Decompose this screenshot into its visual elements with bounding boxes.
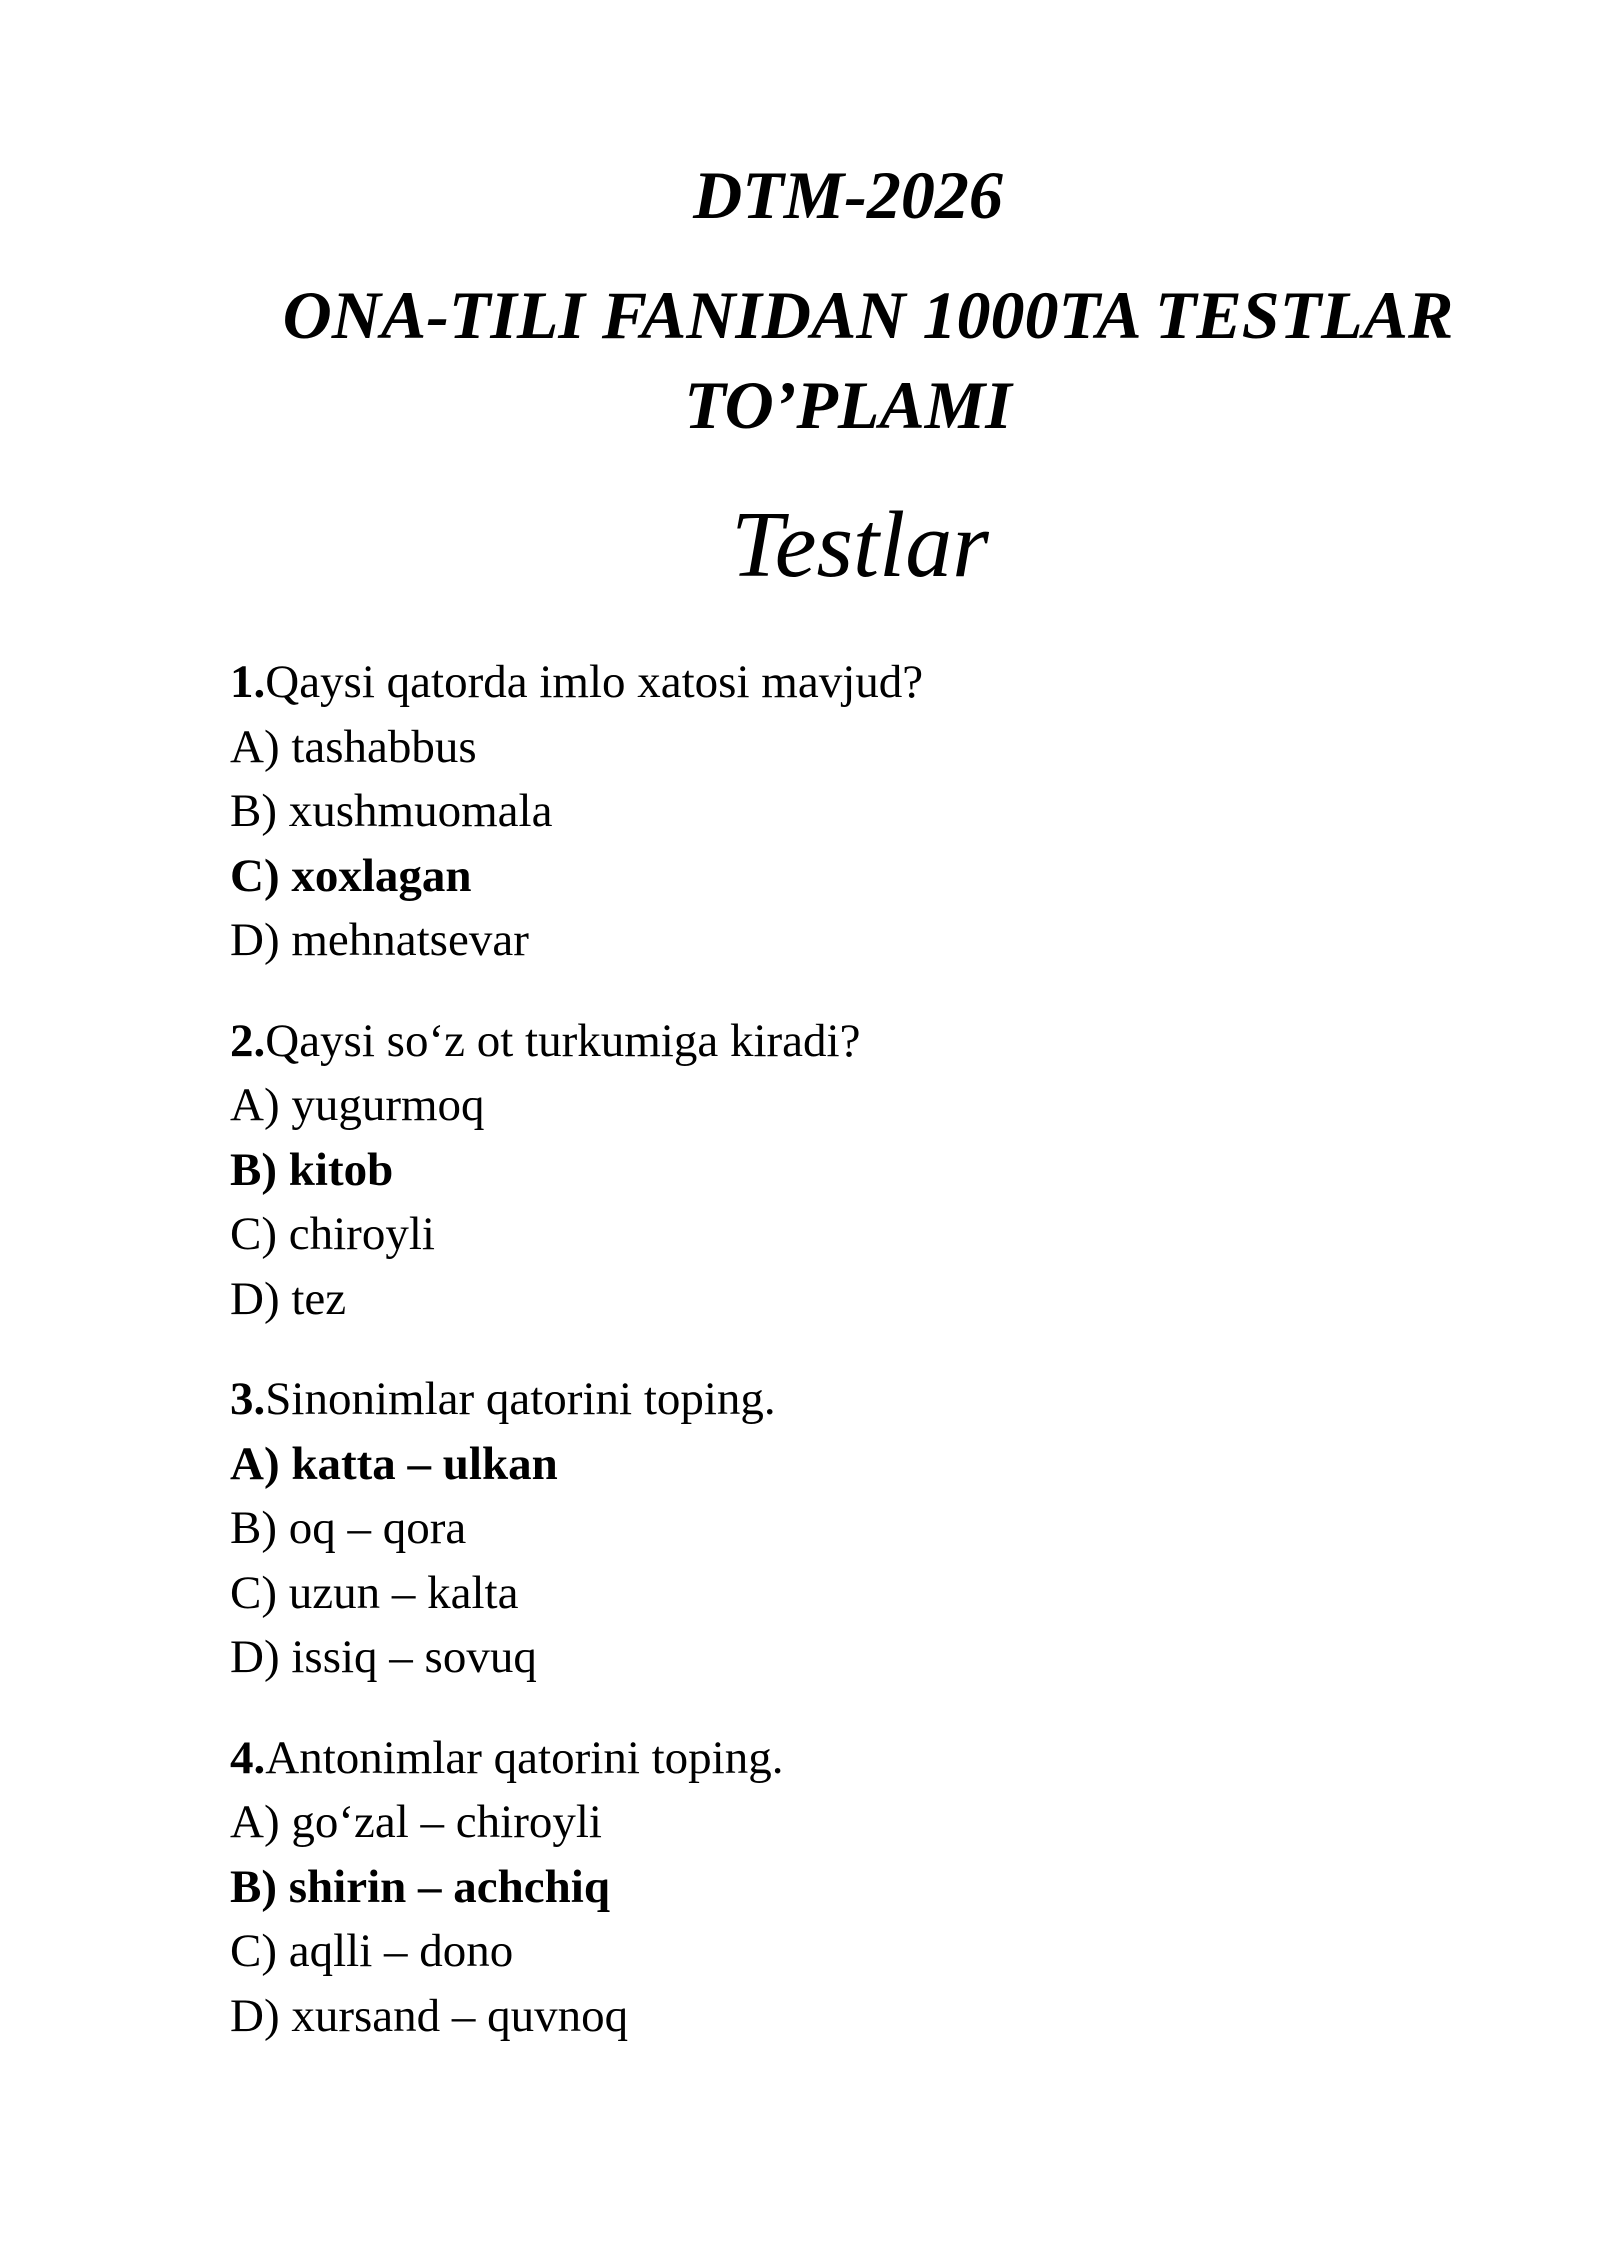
- question-1: [230, 650, 1530, 973]
- answer-option: C) chiroyli: [230, 1208, 435, 1260]
- answer-option: C) uzun – kalta: [230, 1566, 519, 1619]
- answer-option-correct: A) katta – ulkan: [230, 1437, 558, 1490]
- question-stem: [230, 650, 1530, 715]
- section-heading: Testlar: [731, 493, 989, 597]
- answer-option: D) issiq – sovuq: [230, 1631, 537, 1683]
- answer-option: B) oq – qora: [230, 1502, 467, 1554]
- question-stem: [230, 1367, 1530, 1432]
- collection-title-line-2: TO’PLAMI: [684, 367, 1012, 443]
- answer-option-correct: C) xoxlagan: [230, 849, 472, 902]
- collection-title-line-1: ONA-TILI FANIDAN 1000TA TESTLAR: [282, 277, 1454, 353]
- answer-option: B) xushmuomala: [230, 785, 553, 837]
- answer-option: C) aqlli – dono: [230, 1925, 514, 1977]
- exam-title: DTM-2026: [693, 157, 1003, 233]
- question-4: [230, 1726, 1530, 2049]
- question-text: Qaysi qatorda imlo xatosi mavjud?: [265, 656, 924, 708]
- question-text: Sinonimlar qatorini toping.: [265, 1373, 776, 1425]
- question-stem: [230, 1009, 1530, 1074]
- question-text: Qaysi so‘z ot turkumiga kiradi?: [265, 1014, 861, 1067]
- answer-option: D) mehnatsevar: [230, 914, 529, 966]
- question-text: Antonimlar qatorini toping.: [265, 1731, 784, 1784]
- answer-option-correct: B) kitob: [230, 1143, 394, 1196]
- question-2: [230, 1009, 1530, 1332]
- question-3: [230, 1367, 1530, 1690]
- answer-option: A) go‘zal – chiroyli: [230, 1796, 602, 1848]
- question-number: 1.: [230, 656, 266, 708]
- answer-option-correct: B) shirin – achchiq: [230, 1860, 610, 1913]
- question-number: 2.: [230, 1014, 266, 1067]
- question-list: [230, 650, 1530, 2084]
- question-number: 3.: [230, 1373, 266, 1425]
- answer-option: A) yugurmoq: [230, 1079, 485, 1131]
- question-number: 4.: [230, 1731, 266, 1784]
- answer-option: D) xursand – quvnoq: [230, 1989, 629, 2042]
- answer-option: D) tez: [230, 1272, 347, 1325]
- question-stem: [230, 1726, 1530, 1791]
- answer-option: A) tashabbus: [230, 720, 477, 773]
